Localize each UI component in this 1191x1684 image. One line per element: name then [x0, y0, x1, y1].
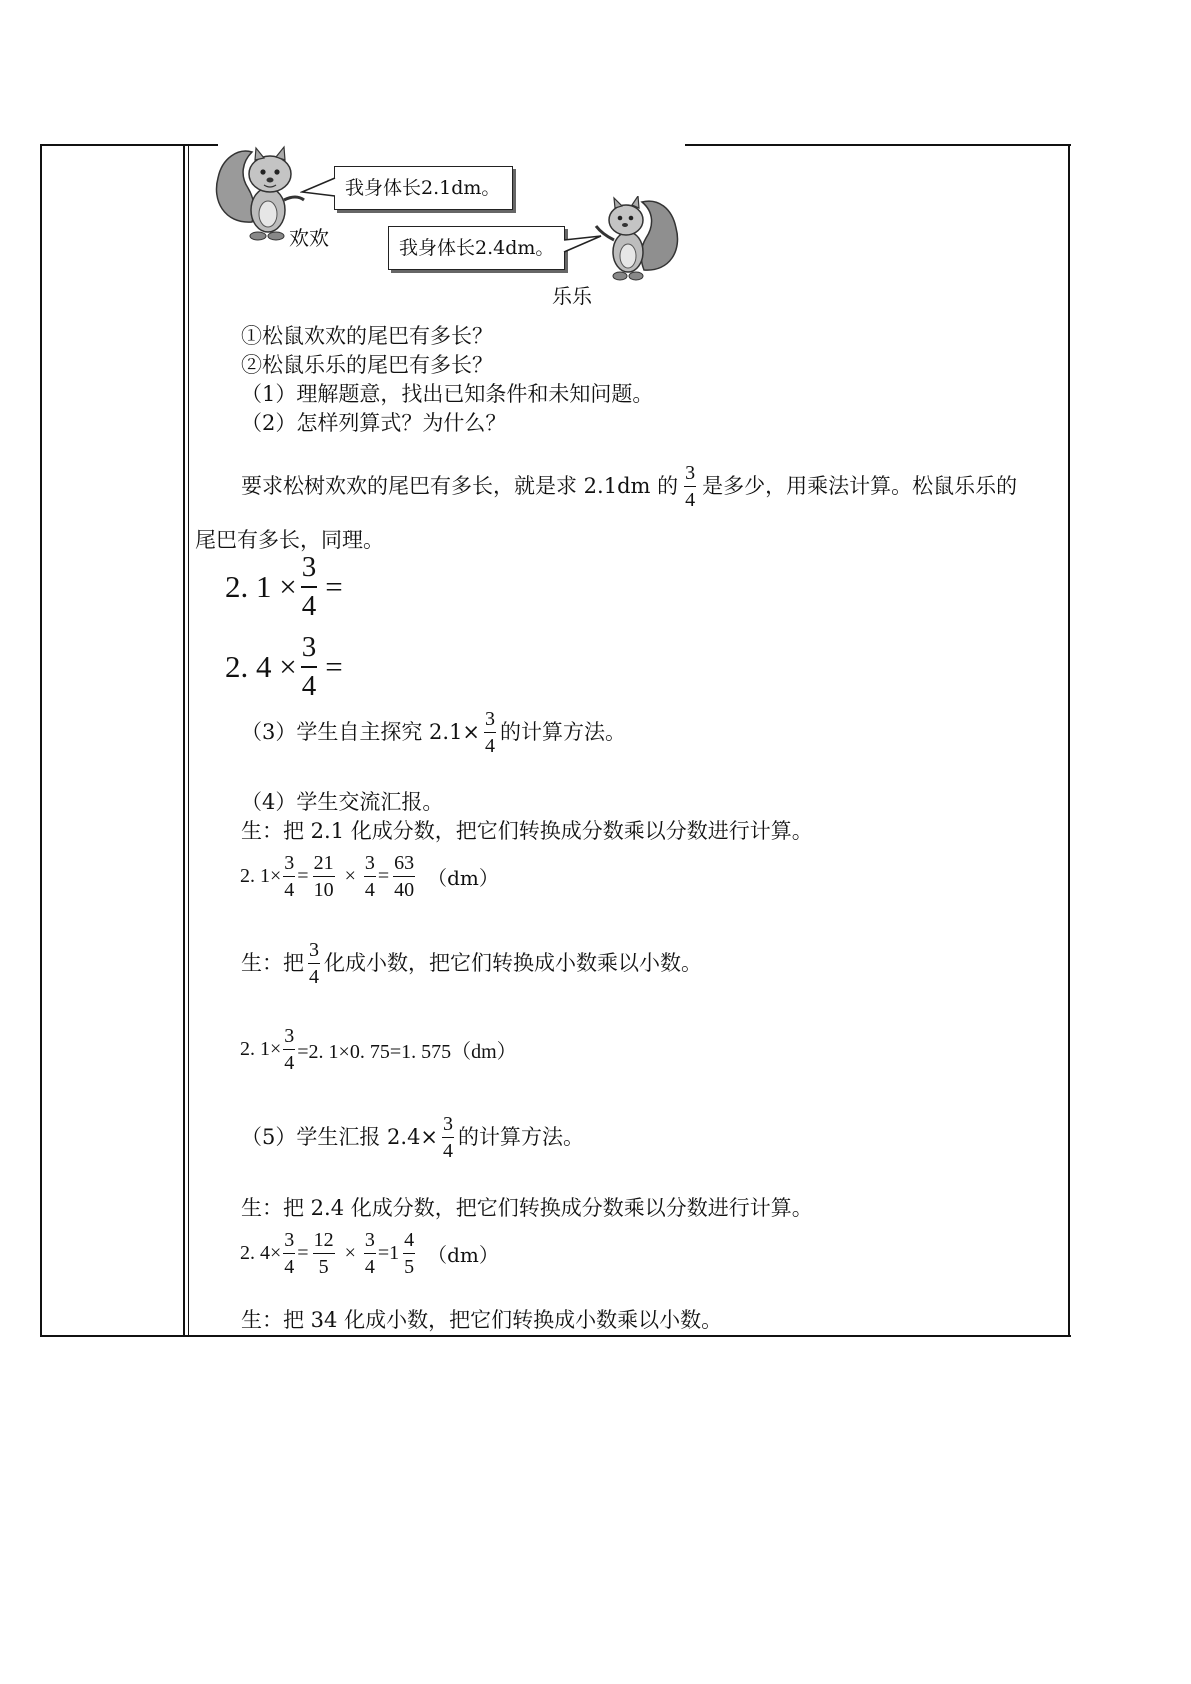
fraction-three-quarters — [283, 853, 295, 900]
formula-equals: = — [297, 1241, 309, 1264]
fraction-denominator: 4 — [309, 965, 319, 988]
fraction-denominator: 5 — [404, 1255, 415, 1278]
formula-mixed-whole: =1 — [377, 1241, 400, 1264]
fraction-numerator: 4 — [403, 1230, 415, 1254]
formula-equals: = — [377, 864, 390, 887]
fraction-three-quarters — [484, 709, 496, 756]
formula-2-4-times-three-quarters — [225, 630, 343, 704]
fraction-three-quarters — [442, 1114, 454, 1161]
question-1: ①松鼠欢欢的尾巴有多长？ — [241, 324, 493, 348]
fraction-numerator: 3 — [283, 1026, 295, 1050]
student-answer-4: 生：把 34 化成小数，把它们转换成小数乘以小数。 — [241, 1308, 723, 1332]
fraction-denominator: 4 — [284, 878, 295, 901]
bubble-pointer-huanhuan — [300, 176, 336, 200]
fraction-denominator: 5 — [318, 1255, 329, 1278]
explanation-line-1 — [241, 456, 1017, 516]
question-2: ②松鼠乐乐的尾巴有多长？ — [241, 353, 493, 377]
fraction-numerator: 3 — [283, 853, 295, 877]
table-left-border — [40, 144, 42, 1337]
fraction-numerator: 63 — [393, 853, 415, 877]
formula-fraction-method-2-4 — [240, 1222, 499, 1284]
formula-lead: 2. 1× — [240, 1037, 282, 1060]
table-top-border-right — [685, 144, 1071, 146]
fraction-denominator: 4 — [485, 734, 496, 757]
formula-lead: 2. 1 × — [225, 569, 297, 604]
squirrel-name-huanhuan: 欢欢 — [289, 226, 329, 250]
formula-unit: （dm） — [427, 865, 499, 890]
step-3-text-a: （3）学生自主探究 2.1× — [241, 719, 481, 744]
formula-lead: 2. 4 × — [225, 649, 297, 684]
step-2: （2）怎样列算式？为什么？ — [241, 411, 507, 435]
fraction-twelve-fifths — [313, 1230, 335, 1277]
fraction-sixtythree-fortieths — [393, 853, 415, 900]
fraction-denominator: 4 — [284, 1255, 295, 1278]
student-answer-2-text-a: 生：把 — [241, 950, 304, 975]
bubble-text-huanhuan: 我身体长2.1dm。 — [345, 177, 501, 199]
table-top-border-left — [40, 144, 218, 146]
explanation-text-a: 要求松树欢欢的尾巴有多长，就是求 2.1dm 的 — [241, 473, 679, 498]
student-answer-3: 生：把 2.4 化成分数，把它们转换成分数乘以分数进行计算。 — [241, 1196, 813, 1220]
fraction-three-quarters — [364, 1230, 376, 1277]
formula-fraction-method-2-1 — [240, 845, 499, 907]
formula-tail: =2. 1×0. 75=1. 575（dm） — [297, 1040, 517, 1063]
fraction-numerator: 3 — [308, 940, 320, 964]
table-column-divider-inner — [188, 144, 189, 1337]
table-column-divider — [183, 144, 185, 1337]
speech-bubble-lele — [388, 226, 565, 270]
fraction-three-quarters — [684, 463, 696, 510]
step-1: （1）理解题意，找出已知条件和未知问题。 — [241, 382, 654, 406]
fraction-numerator: 3 — [442, 1114, 454, 1138]
fraction-numerator: 3 — [484, 709, 496, 733]
step-3 — [241, 702, 626, 762]
fraction-three-quarters — [308, 940, 320, 987]
fraction-denominator: 4 — [364, 1255, 375, 1278]
step-4: （4）学生交流汇报。 — [241, 790, 444, 814]
fraction-denominator: 4 — [685, 488, 696, 511]
fraction-denominator: 40 — [394, 878, 415, 901]
formula-equals: = — [297, 864, 309, 887]
table-bottom-border — [40, 1335, 1071, 1337]
fraction-numerator: 3 — [364, 1230, 376, 1254]
step-5 — [241, 1106, 584, 1168]
student-answer-1: 生：把 2.1 化成分数，把它们转换成分数乘以分数进行计算。 — [241, 819, 813, 843]
bubble-text-lele: 我身体长2.4dm。 — [399, 237, 555, 259]
formula-times: × — [344, 1241, 356, 1264]
fraction-three-quarters — [283, 1230, 295, 1277]
fraction-twentyone-tenths — [313, 853, 335, 900]
formula-2-1-times-three-quarters — [225, 550, 343, 624]
fraction-numerator: 12 — [313, 1230, 335, 1254]
speech-bubble-huanhuan — [334, 166, 513, 210]
formula-unit: （dm） — [427, 1242, 499, 1267]
formula-lead: 2. 1× — [240, 864, 282, 887]
squirrel-name-lele: 乐乐 — [552, 284, 592, 308]
formula-times: × — [344, 864, 356, 887]
fraction-numerator: 3 — [364, 853, 376, 877]
fraction-numerator: 3 — [283, 1230, 295, 1254]
fraction-three-quarters — [301, 553, 318, 621]
step-5-text-b: 的计算方法。 — [458, 1124, 585, 1149]
explanation-line-2: 尾巴有多长，同理。 — [195, 528, 384, 552]
fraction-numerator: 21 — [313, 853, 335, 877]
formula-lead: 2. 4× — [240, 1241, 282, 1264]
fraction-numerator: 3 — [684, 463, 696, 487]
fraction-three-quarters — [301, 633, 318, 701]
student-answer-2 — [241, 932, 702, 994]
formula-decimal-method-2-1 — [240, 1018, 517, 1080]
table-right-border — [1068, 144, 1070, 1337]
fraction-denominator: 4 — [301, 590, 317, 622]
fraction-denominator: 4 — [284, 1051, 295, 1074]
fraction-denominator: 4 — [364, 878, 375, 901]
fraction-denominator: 4 — [443, 1139, 454, 1162]
fraction-denominator: 4 — [301, 670, 317, 702]
formula-equals: = — [325, 649, 343, 684]
fraction-three-quarters — [283, 1026, 295, 1073]
formula-equals: = — [325, 569, 343, 604]
explanation-text-b: 是多少，用乘法计算。松鼠乐乐的 — [702, 473, 1018, 498]
fraction-denominator: 10 — [313, 878, 334, 901]
fraction-three-quarters — [364, 853, 376, 900]
fraction-numerator: 3 — [301, 633, 318, 668]
step-3-text-b: 的计算方法。 — [500, 719, 627, 744]
student-answer-2-text-b: 化成小数，把它们转换成小数乘以小数。 — [324, 950, 702, 975]
fraction-four-fifths — [403, 1230, 415, 1277]
step-5-text-a: （5）学生汇报 2.4× — [241, 1124, 439, 1149]
fraction-numerator: 3 — [301, 553, 318, 588]
squirrel-lele-illustration — [588, 196, 684, 282]
